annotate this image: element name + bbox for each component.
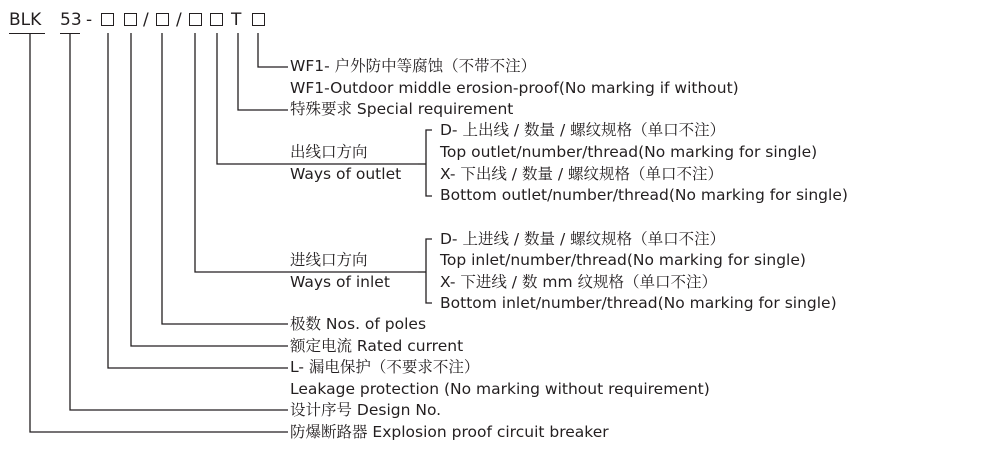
rated-current-label: 额定电流 Rated current	[290, 337, 464, 355]
outlet-bottom-label-en: Bottom outlet/number/thread(No marking for single)	[440, 186, 848, 204]
inlet-top-label-en: Top inlet/number/thread(No marking for single)	[440, 251, 806, 269]
wf1-label-en: WF1-Outdoor middle erosion-proof(No marking if without)	[290, 79, 739, 97]
code-slash-1: /	[143, 10, 149, 30]
code-letter-t: T	[231, 10, 242, 30]
inlet-top-label-cn: D- 上进线 / 数量 / 螺纹规格（单口不注）	[440, 230, 726, 248]
inlet-bottom-label-en: Bottom inlet/number/thread(No marking for single)	[440, 294, 837, 312]
wf1-label-cn: WF1- 户外防中等腐蚀（不带不注）	[290, 57, 537, 75]
outlet-bottom-label-cn: X- 下出线 / 数量 / 螺纹规格（单口不注）	[440, 165, 724, 183]
outlet-top-label-en: Top outlet/number/thread(No marking for single)	[440, 143, 818, 161]
inlet-label-cn: 进线口方向	[290, 251, 368, 269]
inlet-label-en: Ways of inlet	[290, 273, 390, 291]
code-number: 53	[60, 10, 82, 30]
outlet-top-label-cn: D- 上出线 / 数量 / 螺纹规格（单口不注）	[440, 121, 726, 139]
outlet-label-en: Ways of outlet	[290, 165, 402, 183]
inlet-bottom-label-cn: X- 下进线 / 数 mm 纹规格（单口不注）	[440, 273, 717, 291]
design-no-label: 设计序号 Design No.	[290, 401, 442, 419]
code-prefix: BLK	[9, 10, 42, 30]
poles-label: 极数 Nos. of poles	[290, 315, 427, 333]
special-requirement-label: 特殊要求 Special requirement	[290, 100, 514, 118]
circuit-breaker-label: 防爆断路器 Explosion proof circuit breaker	[290, 423, 609, 441]
outlet-label-cn: 出线口方向	[290, 143, 368, 161]
leakage-label-en: Leakage protection (No marking without requirement)	[290, 380, 710, 398]
code-dash: -	[86, 10, 93, 30]
leakage-label-cn: L- 漏电保护（不要求不注）	[290, 358, 480, 376]
code-slash-2: /	[176, 10, 182, 30]
